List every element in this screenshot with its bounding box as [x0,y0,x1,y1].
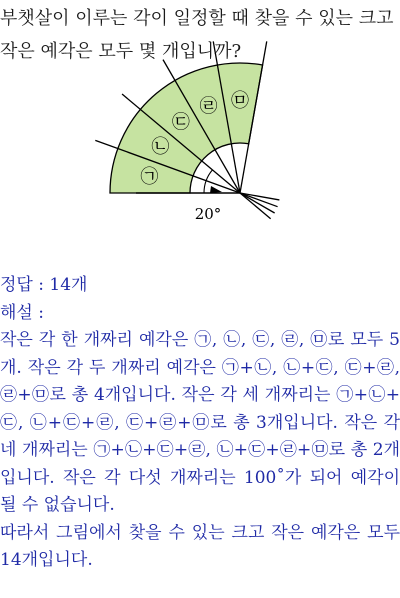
fan-angle-figure [0,0,400,240]
explanation-line-6: 입니다. 작은 각 다섯 개짜리는 100˚가 되어 예각이 [0,467,400,488]
sector-label-4: ㉣ [199,96,218,118]
answer-block [0,272,400,575]
explanation-line-7: 될 수 없습니다. [0,495,115,515]
explanation-line-8: 따라서 그림에서 찾을 수 있는 크고 작은 예각은 모두 [0,522,400,543]
question-line-2: 작은 예각은 모두 몇 개입니까? [0,41,242,62]
answer-line: 정답 : 14개 [0,275,88,295]
angle-arrow-icon [210,186,222,193]
explanation-line-4: ㉢, ㉡+㉢+㉣, ㉢+㉣+㉤로 총 3개입니다. 작은 각 [0,412,400,433]
explanation-line-1: 작은 각 한 개짜리 예각은 ㉠, ㉡, ㉢, ㉣, ㉤로 모두 5 [0,330,400,350]
angle-20-label: 20° [194,205,222,223]
sector-label-2: ㉡ [151,136,170,158]
explanation-line-9: 14개입니다. [0,550,93,570]
question-line-1: 부챗살이 이루는 각이 일정할 때 찾을 수 있는 크고 [0,8,394,29]
explanation-line-5: 네 개짜리는 ㉠+㉡+㉢+㉣, ㉡+㉢+㉣+㉤로 총 2개 [0,440,400,460]
short-ray-2 [240,193,278,207]
sector-label-3: ㉢ [171,112,190,134]
sector-label-5: ㉤ [231,90,249,112]
explanation-line-3: ㉣+㉤로 총 4개입니다. 작은 각 세 개짜리는 ㉠+㉡+ [0,385,400,405]
sector-label-1: ㉠ [140,166,159,188]
short-ray-4 [240,193,271,219]
explanation-line-2: 개. 작은 각 두 개짜리 예각은 ㉠+㉡, ㉡+㉢, ㉢+㉣, [0,357,400,378]
explanation-heading: 해설 : [0,302,44,323]
